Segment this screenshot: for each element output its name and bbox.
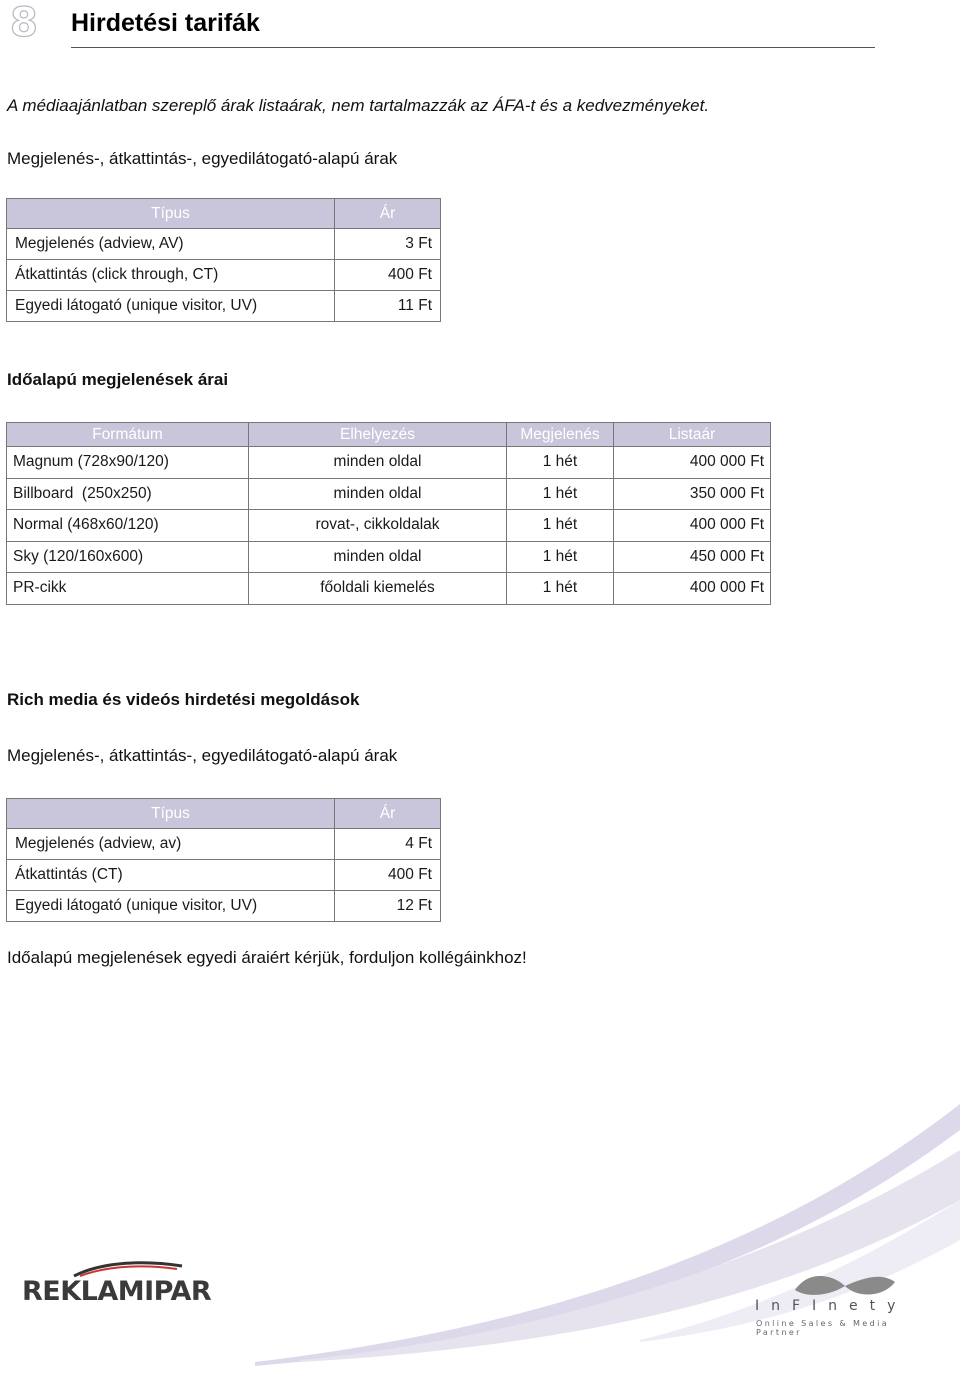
list-price-cell: 350 000 Ft [614,478,771,510]
table-row [7,229,441,260]
placement-cell: minden oldal [249,478,507,510]
title-divider [71,47,875,48]
list-price-cell: 450 000 Ft [614,541,771,573]
placement-cell: minden oldal [249,541,507,573]
table-row [7,447,771,479]
column-header: Listaár [614,423,771,447]
type-cell: Átkattintás (CT) [7,860,335,891]
duration-cell: 1 hét [507,541,614,573]
price-table-time-based [6,422,771,605]
chapter-number: 8 [10,0,37,46]
price-cell: 3 Ft [335,229,441,260]
table-header-row [7,799,441,829]
section3-subheading: Megjelenés-, átkattintás-, egyedilátogató-alapú árak [7,746,398,765]
type-cell: Átkattintás (click through, CT) [7,260,335,291]
placement-cell: főoldali kiemelés [249,573,507,605]
section1-heading: Megjelenés-, átkattintás-, egyedilátogató-alapú árak [7,149,398,168]
table-row [7,829,441,860]
duration-cell: 1 hét [507,573,614,605]
column-header: Típus [7,799,335,829]
column-header: Elhelyezés [249,423,507,447]
price-table-rich-media [6,798,441,922]
price-table-basic [6,198,441,322]
column-header: Megjelenés [507,423,614,447]
infinety-wordmark: InFInety [755,1298,908,1314]
list-price-cell: 400 000 Ft [614,510,771,542]
placement-cell: minden oldal [249,447,507,479]
list-price-cell: 400 000 Ft [614,447,771,479]
table-row [7,860,441,891]
section3-heading: Rich media és videós hirdetési megoldások [7,690,360,709]
infinity-mark-icon [785,1268,905,1302]
section2-heading: Időalapú megjelenések árai [7,370,229,389]
reklamipar-wordmark: REKLAMIPAR [22,1276,212,1307]
price-cell: 400 Ft [335,860,441,891]
intro-text: A médiaajánlatban szereplő árak listaárak, nem tartalmazzák az ÁFA-t és a kedvezményeket. [7,96,710,115]
placement-cell: rovat-, cikkoldalak [249,510,507,542]
format-cell: Billboard (250x250) [7,478,249,510]
type-cell: Megjelenés (adview, av) [7,829,335,860]
table-row [7,541,771,573]
price-cell: 11 Ft [335,291,441,322]
duration-cell: 1 hét [507,447,614,479]
column-header: Ár [335,799,441,829]
infinety-logo [750,1268,930,1338]
column-header: Ár [335,199,441,229]
table-header-row [7,199,441,229]
format-cell: Normal (468x60/120) [7,510,249,542]
reklamipar-logo [22,1262,212,1312]
table-row [7,891,441,922]
table-row [7,291,441,322]
column-header: Formátum [7,423,249,447]
table-row [7,510,771,542]
type-cell: Egyedi látogató (unique visitor, UV) [7,891,335,922]
duration-cell: 1 hét [507,478,614,510]
infinety-tagline: Online Sales & Media Partner [756,1319,889,1337]
type-cell: Megjelenés (adview, AV) [7,229,335,260]
footer-note: Időalapú megjelenések egyedi áraiért kérjük, forduljon kollégáinkhoz! [7,948,527,967]
column-header: Típus [7,199,335,229]
format-cell: Magnum (728x90/120) [7,447,249,479]
type-cell: Egyedi látogató (unique visitor, UV) [7,291,335,322]
page-title: Hirdetési tarifák [71,9,260,37]
duration-cell: 1 hét [507,510,614,542]
table-row [7,478,771,510]
table-row [7,260,441,291]
list-price-cell: 400 000 Ft [614,573,771,605]
table-row [7,573,771,605]
price-cell: 12 Ft [335,891,441,922]
format-cell: PR-cikk [7,573,249,605]
price-cell: 4 Ft [335,829,441,860]
price-cell: 400 Ft [335,260,441,291]
table-header-row [7,423,771,447]
format-cell: Sky (120/160x600) [7,541,249,573]
